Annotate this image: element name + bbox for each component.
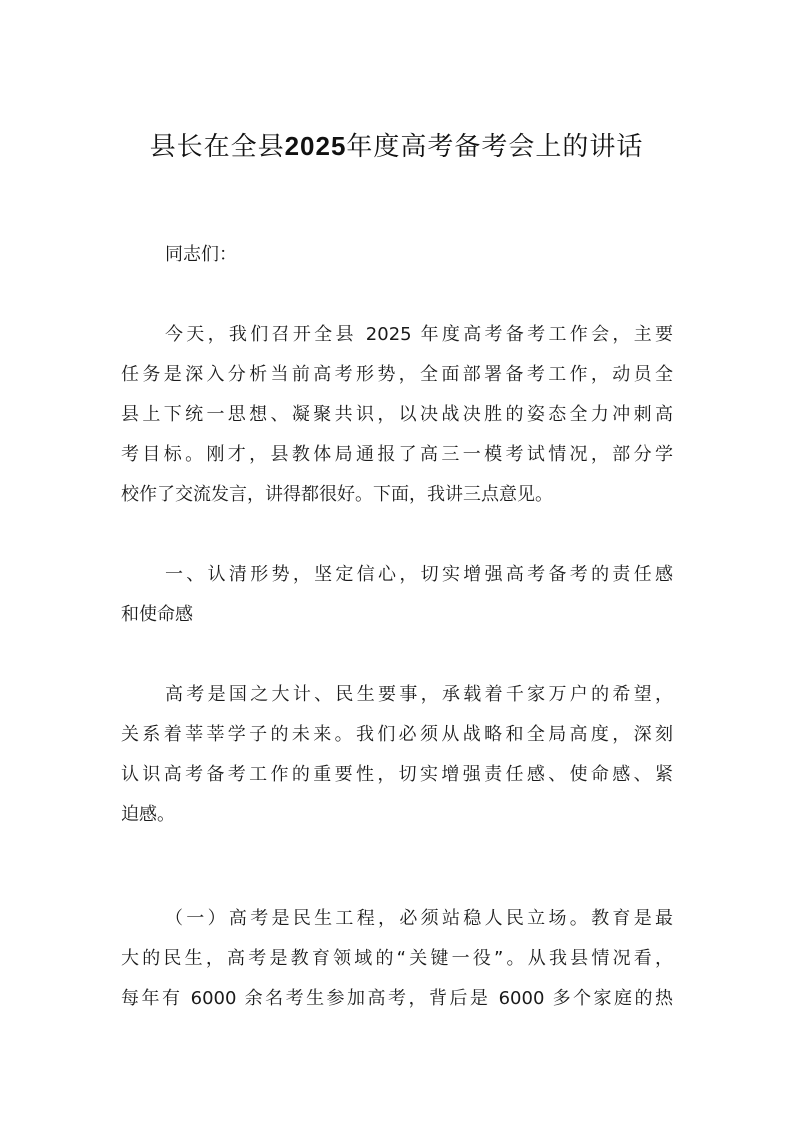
paragraph-line: 大的民生，高考是教育领域的“关键一役”。从我县情况看，: [121, 948, 673, 969]
paragraph-line: （一）高考是民生工程，必须站稳人民立场。教育是最: [165, 908, 673, 929]
title-year: 2025: [284, 131, 347, 161]
paragraph-line: 县上下统一思想、凝聚共识，以决战决胜的姿态全力冲刺高: [121, 404, 673, 425]
section-heading: 和使命感: [121, 604, 193, 625]
paragraph-line: 今天，我们召开全县 2025 年度高考备考工作会，主要: [165, 324, 673, 345]
title-suffix: 年度高考备考会上的讲话: [346, 132, 644, 162]
paragraph-line: 迫感。: [121, 804, 175, 825]
document-title: [0, 126, 793, 167]
title-prefix: 县长在全县: [149, 132, 285, 162]
paragraph-line: 校作了交流发言，讲得都很好。下面，我讲三点意见。: [121, 484, 553, 505]
salutation: 同志们：: [165, 244, 237, 265]
section-heading: 一、认清形势，坚定信心，切实增强高考备考的责任感: [165, 564, 673, 585]
paragraph-line: 任务是深入分析当前高考形势，全面部署备考工作，动员全: [121, 364, 673, 385]
paragraph-line: 考目标。刚才，县教体局通报了高三一模考试情况，部分学: [121, 444, 673, 465]
paragraph-line: 认识高考备考工作的重要性，切实增强责任感、使命感、紧: [121, 764, 673, 785]
paragraph-line: 高考是国之大计、民生要事，承载着千家万户的希望，: [165, 684, 673, 705]
paragraph-line: 每年有 6000 余名考生参加高考，背后是 6000 多个家庭的热: [121, 988, 673, 1009]
paragraph-line: 关系着莘莘学子的未来。我们必须从战略和全局高度，深刻: [121, 724, 673, 745]
